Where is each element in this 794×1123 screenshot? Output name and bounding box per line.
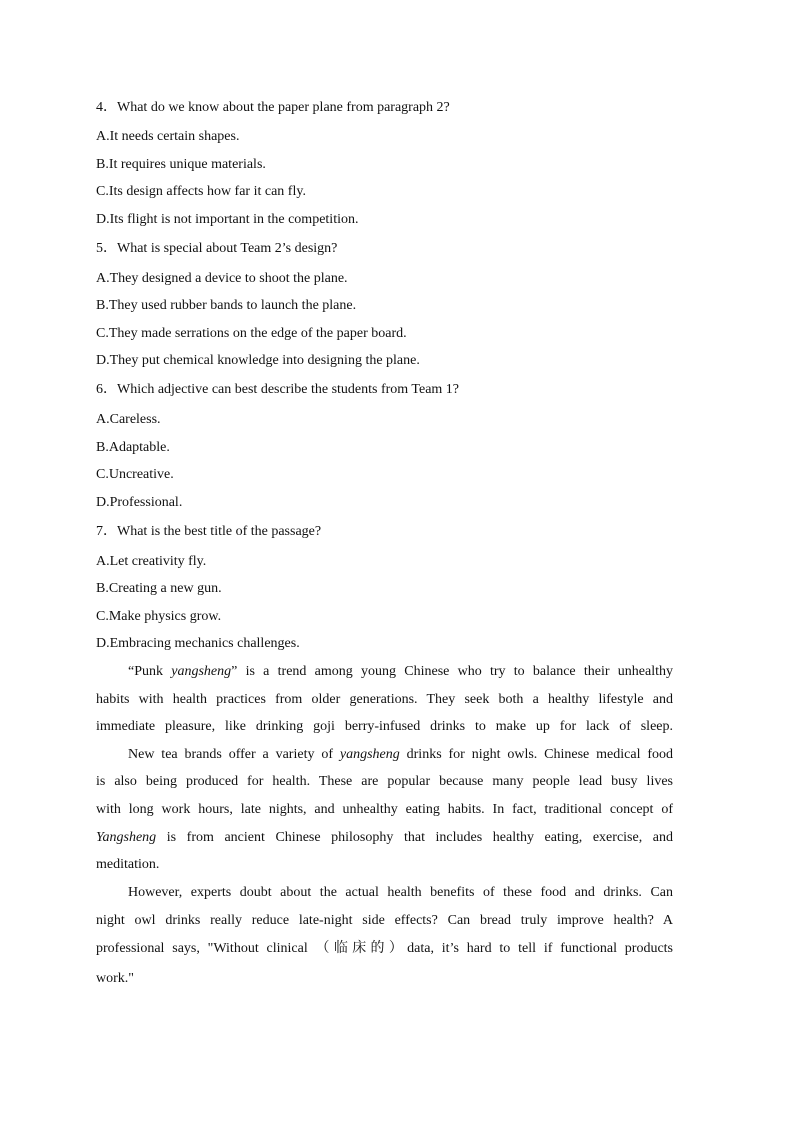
question-6-option-b: B.Adaptable.	[96, 440, 170, 455]
question-4-stem: 4．What do we know about the paper plane from paragraph 2?	[96, 100, 450, 115]
question-6-option-c: C.Uncreative.	[96, 467, 174, 482]
passage-p3-line2: night owl drinks really reduce late-night side effects? Can bread truly improve health? A	[96, 913, 673, 928]
question-5-option-b: B.They used rubber bands to launch the plane.	[96, 298, 357, 313]
question-5-option-d: D.They put chemical knowledge into designing the plane.	[96, 353, 420, 368]
question-4-option-a: A.It needs certain shapes.	[96, 129, 240, 144]
question-6-option-a: A.Careless.	[96, 412, 161, 427]
passage-p3-line1: However, experts doubt about the actual health benefits of these food and drinks. Can	[128, 885, 673, 900]
question-6-stem: 6．Which adjective can best describe the students from Team 1?	[96, 382, 460, 397]
passage-p1-line1	[128, 663, 673, 681]
passage-p1-line2: habits with health practices from older generations. They seek both a healthy lifestyle and	[96, 692, 673, 707]
passage-p3-line4: work."	[96, 971, 134, 986]
question-7-stem: 7．What is the best title of the passage?	[96, 524, 322, 539]
question-7-option-b: B.Creating a new gun.	[96, 581, 222, 596]
passage-p1-line3: immediate pleasure, like drinking goji berry-infused drinks to make up for lack of sleep.	[96, 719, 673, 734]
passage-text: is from ancient Chinese philosophy that includes healthy eating, exercise, and	[156, 830, 673, 845]
question-7-option-d: D.Embracing mechanics challenges.	[96, 636, 300, 651]
question-4-option-b: B.It requires unique materials.	[96, 157, 266, 172]
passage-italic-term: yangsheng	[339, 747, 400, 762]
question-7-option-a: A.Let creativity fly.	[96, 554, 207, 569]
passage-text: ” is a trend among young Chinese who try to balance their unhealthy	[231, 664, 673, 679]
passage-p2-line3: with long work hours, late nights, and unhealthy eating habits. In fact, traditional concept of	[96, 802, 673, 817]
passage-p2-line5: meditation.	[96, 857, 160, 872]
passage-text: “Punk	[128, 664, 172, 679]
question-5-option-a: A.They designed a device to shoot the plane.	[96, 271, 348, 286]
passage-p3-line3: professional says, "Without clinical （临床的）data, it’s hard to tell if functional products	[96, 941, 673, 956]
question-7-option-c: C.Make physics grow.	[96, 609, 222, 624]
question-4-option-d: D.Its flight is not important in the competition.	[96, 212, 359, 227]
passage-italic-term: yangsheng	[171, 664, 232, 679]
passage-p2-line1	[128, 746, 673, 764]
passage-text: New tea brands offer a variety of	[128, 747, 340, 762]
question-6-option-d: D.Professional.	[96, 495, 183, 510]
passage-italic-term: Yangsheng	[96, 830, 157, 845]
question-5-stem: 5．What is special about Team 2’s design?	[96, 241, 338, 256]
passage-p2-line4	[96, 829, 673, 847]
passage-p2-line2: is also being produced for health. These are popular because many people lead busy lives	[96, 774, 673, 789]
question-5-option-c: C.They made serrations on the edge of the paper board.	[96, 326, 407, 341]
passage-text: drinks for night owls. Chinese medical food	[399, 747, 673, 762]
question-4-option-c: C.Its design affects how far it can fly.	[96, 184, 306, 199]
